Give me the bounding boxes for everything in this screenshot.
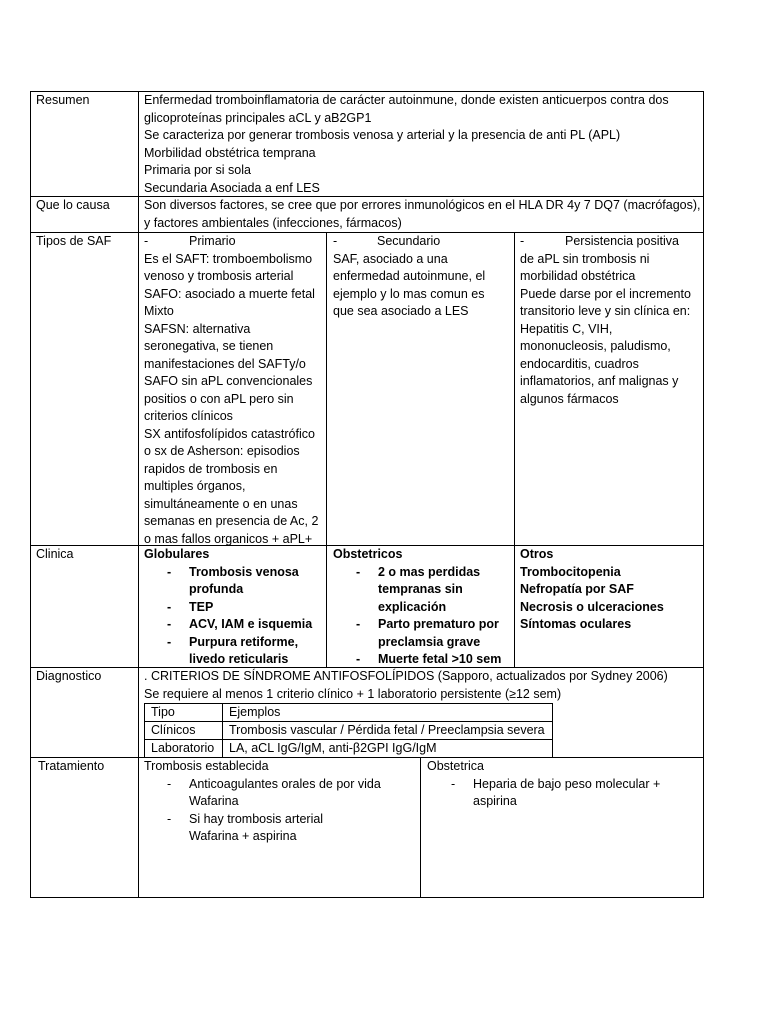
persistencia-title: Persistencia positiva <box>565 234 679 248</box>
criteria-table-border <box>552 703 553 757</box>
otros-line: Necrosis o ulceraciones <box>520 599 664 614</box>
label-clinica: Clinica <box>36 547 74 561</box>
list-dash: - <box>167 634 172 649</box>
persistencia-line: Hepatitis C, VIH, <box>520 321 613 336</box>
obstetricos-title: Obstetricos <box>333 547 403 561</box>
establecida-title: Trombosis establecida <box>144 759 269 773</box>
primario-line: o mas fallos organicos + aPL+ <box>144 531 313 546</box>
primario-line: SAFSN: alternativa <box>144 321 251 336</box>
persistencia-line: algunos fármacos <box>520 391 619 406</box>
criteria-table-border <box>222 703 223 757</box>
globulares-item: TEP <box>189 599 214 614</box>
list-dash: - <box>520 234 525 248</box>
resumen-line: glicoproteínas principales aCL y aB2GP1 <box>144 110 372 125</box>
criteria-header-ejemplos: Ejemplos <box>229 704 281 719</box>
primario-line: multiples órganos, <box>144 479 246 493</box>
tratamiento-col-divider <box>420 757 421 898</box>
label-tipos: Tipos de SAF <box>36 234 112 248</box>
list-dash: - <box>167 564 172 579</box>
label-resumen: Resumen <box>36 93 90 107</box>
globulares-title: Globulares <box>144 547 210 561</box>
causa-line: Son diversos factores, se cree que por errores inmunológicos en el HLA DR 4y 7 DQ7 (macrófagos), <box>144 198 701 212</box>
persistencia-line: Puede darse por el incremento <box>520 286 691 301</box>
primario-line: seronegativa, se tienen <box>144 339 274 353</box>
label-diagnostico: Diagnostico <box>36 669 102 683</box>
primario-title: Primario <box>189 234 236 248</box>
table-border-bottom <box>30 897 704 898</box>
establecida-item: Si hay trombosis arterial <box>189 811 324 826</box>
table-border-left <box>30 91 31 898</box>
primario-line: simultáneamente o en unas <box>144 496 298 511</box>
secundario-line: ejemplo y lo mas comun es <box>333 286 485 301</box>
persistencia-line: de aPL sin trombosis ni <box>520 251 650 266</box>
diagnostico-criteria-heading: . CRITERIOS DE SÍNDROME ANTIFOSFOLÍPIDOS (Sapporo, actualizados por Sydney 2006) <box>144 669 668 683</box>
secundario-line: que sea asociado a LES <box>333 304 469 318</box>
label-tratamiento: Tratamiento <box>38 759 105 773</box>
list-dash: - <box>167 617 172 631</box>
primario-line: o sx de Asherson: episodios <box>144 444 300 458</box>
establecida-item: Anticoagulantes orales de por vida <box>189 776 381 791</box>
table-border-right <box>703 91 704 898</box>
resumen-line: Primaria por si sola <box>144 163 251 177</box>
primario-line: SX antifosfolípidos catastrófico <box>144 426 315 441</box>
secundario-line: SAF, asociado a una <box>333 251 448 266</box>
tipos-col-divider-2 <box>514 232 515 668</box>
label-causa: Que lo causa <box>36 198 110 212</box>
obstetricos-item: Parto prematuro por <box>378 617 499 631</box>
criteria-header-tipo: Tipo <box>151 704 175 719</box>
primario-line: venoso y trombosis arterial <box>144 269 294 283</box>
resumen-line: Morbilidad obstétrica temprana <box>144 145 316 160</box>
list-dash: - <box>333 234 338 248</box>
list-dash: - <box>451 776 456 791</box>
resumen-line: Secundaria Asociada a enf LES <box>144 180 320 195</box>
criteria-cell: LA, aCL IgG/IgM, anti-β2GPI IgG/IgM <box>229 740 437 755</box>
resumen-line: Enfermedad tromboinflamatoria de carácter autoinmune, donde existen anticuerpos contra dos <box>144 93 669 107</box>
criteria-cell: Clínicos <box>151 722 196 737</box>
primario-line: criterios clínicos <box>144 409 233 423</box>
label-column-divider <box>138 91 139 898</box>
obstetricos-item: Muerte fetal >10 sem <box>378 652 502 666</box>
obstetricos-item: preclamsia grave <box>378 634 481 649</box>
obstetricos-item: explicación <box>378 599 447 614</box>
list-dash: - <box>356 617 361 631</box>
resumen-line: Se caracteriza por generar trombosis venosa y arterial y la presencia de anti PL (APL) <box>144 128 621 142</box>
globulares-item: profunda <box>189 582 244 596</box>
establecida-item: Wafarina + aspirina <box>189 829 297 843</box>
obstetricos-item: tempranas sin <box>378 582 463 596</box>
persistencia-line: inflamatorios, anf malignas y <box>520 374 679 388</box>
list-dash: - <box>356 652 361 666</box>
globulares-item: livedo reticularis <box>189 652 289 666</box>
obstetrica-item: aspirina <box>473 794 517 808</box>
primario-line: semanas en presencia de Ac, 2 <box>144 514 319 528</box>
persistencia-line: morbilidad obstétrica <box>520 269 636 283</box>
causa-line: y factores ambientales (infecciones, fármacos) <box>144 215 402 230</box>
primario-line: positios o con aPL pero sin <box>144 391 294 406</box>
list-dash: - <box>356 564 361 579</box>
otros-line: Síntomas oculares <box>520 617 632 631</box>
secundario-line: enfermedad autoinmune, el <box>333 269 486 283</box>
primario-line: Mixto <box>144 304 174 318</box>
globulares-item: ACV, IAM e isquemia <box>189 617 313 631</box>
list-dash: - <box>167 776 172 791</box>
primario-line: manifestaciones del SAFTy/o <box>144 356 306 371</box>
criteria-cell: Trombosis vascular / Pérdida fetal / Preeclampsia severa <box>229 722 545 737</box>
criteria-cell: Laboratorio <box>151 740 215 755</box>
persistencia-line: transitorio leve y sin clínica en: <box>520 304 691 318</box>
primario-line: SAFO sin aPL convencionales <box>144 374 313 388</box>
criteria-table-border <box>144 703 145 757</box>
obstetricos-item: 2 o mas perdidas <box>378 564 481 579</box>
list-dash: - <box>167 811 172 826</box>
otros-line: Nefropatía por SAF <box>520 582 634 596</box>
primario-line: rapidos de trombosis en <box>144 461 278 476</box>
obstetrica-item: Heparia de bajo peso molecular + <box>473 776 661 791</box>
list-dash: - <box>167 599 172 614</box>
primario-line: SAFO: asociado a muerte fetal <box>144 286 315 301</box>
primario-line: Es el SAFT: tromboembolismo <box>144 251 313 266</box>
otros-title: Otros <box>520 547 554 561</box>
obstetrica-title: Obstetrica <box>427 759 484 773</box>
otros-line: Trombocitopenia <box>520 564 621 579</box>
tipos-col-divider-1 <box>326 232 327 668</box>
criteria-table-border <box>144 703 553 704</box>
globulares-item: Purpura retiforme, <box>189 634 299 649</box>
persistencia-line: mononucleosis, paludismo, <box>520 339 671 353</box>
secundario-title: Secundario <box>377 234 441 248</box>
establecida-item: Wafarina <box>189 794 239 808</box>
list-dash: - <box>144 234 149 248</box>
diagnostico-requirement: Se requiere al menos 1 criterio clínico + 1 laboratorio persistente (≥12 sem) <box>144 686 562 701</box>
globulares-item: Trombosis venosa <box>189 564 299 579</box>
persistencia-line: endocarditis, cuadros <box>520 356 639 371</box>
